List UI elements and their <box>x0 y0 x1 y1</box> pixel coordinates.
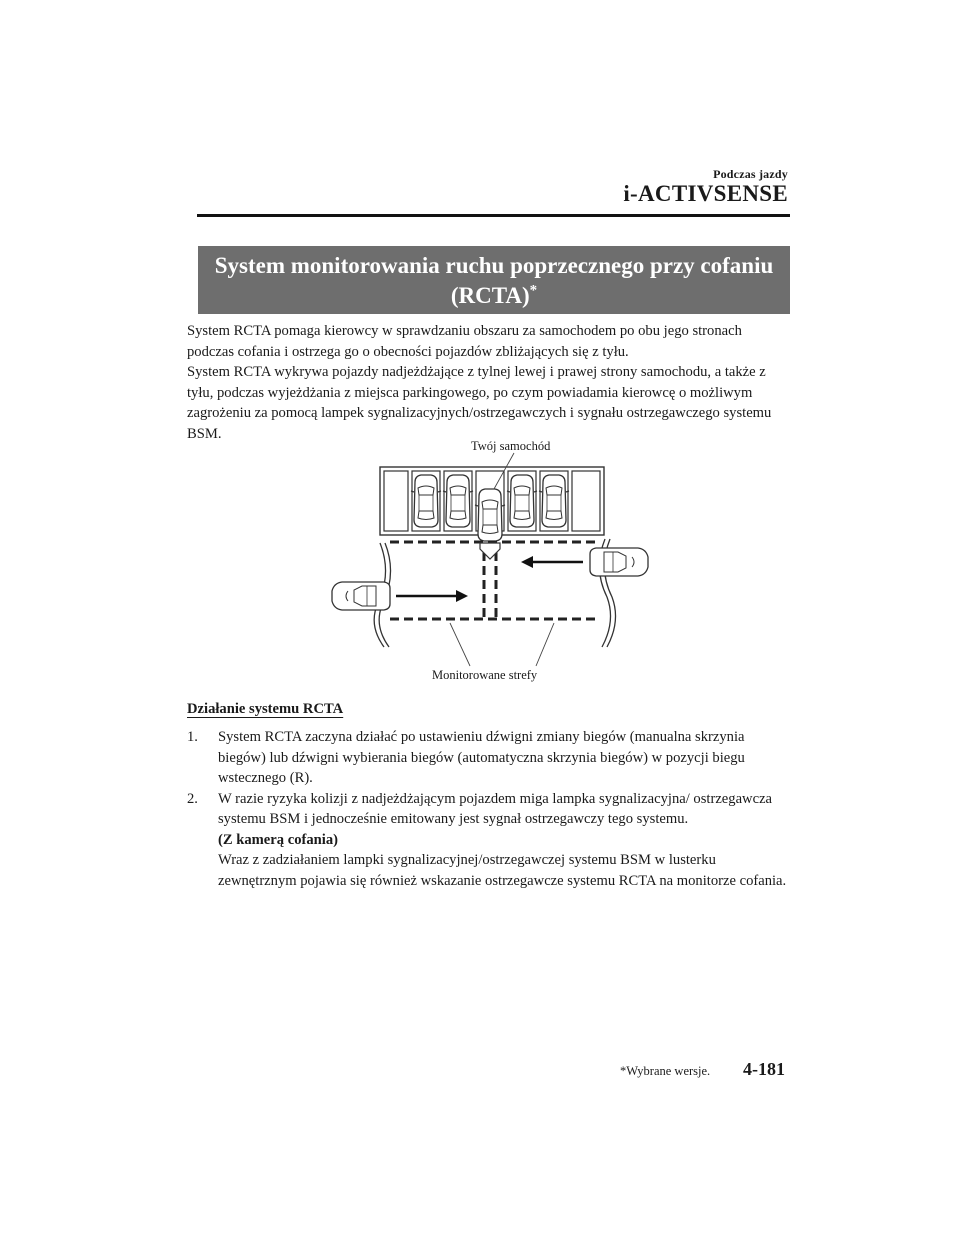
step-number: 2. <box>187 790 198 807</box>
step-text: W razie ryzyka kolizji z nadjeżdżającym pojazdem miga lampka sygnalizacyjna/ ostrzegawcza systemu BSM i jednocześnie emitowany jest sygnał ostrzegawczy tego systemu. <box>218 790 773 827</box>
page-number: 4-181 <box>743 1059 785 1079</box>
chapter-title: i-ACTIVSENSE <box>623 181 788 206</box>
header-rule <box>197 214 790 217</box>
step-number: 1. <box>187 729 198 745</box>
step-subheading: (Z kamerą cofania) <box>218 831 338 848</box>
page-title-acronym: (RCTA) <box>450 283 530 308</box>
rcta-diagram <box>318 435 658 690</box>
intro-paragraph-2: System RCTA wykrywa pojazdy nadjeżdżające z tylnej lewej i prawej strony samochodu, a także z tyłu, podczas wyjeżdżania z miejsca parkingowego, po czym powiadamia kierowcę o możliwym zagrożeniu za pomocą lampek sygnalizacyjnych/ostrzegawczych i sygnału ostrzegawczego systemu BSM. <box>187 364 772 442</box>
step-text: System RCTA zaczyna działać po ustawieniu dźwigni zmiany biegów (manualna skrzynia biegów) lub dźwigni wybierania biegów (automatyczna skrzynia biegów) w pozycji biegu wstecznego (R). <box>218 729 745 786</box>
footnote: *Wybrane wersje. <box>620 1064 711 1078</box>
operation-heading: Działanie systemu RCTA <box>187 701 344 717</box>
title-banner <box>198 246 790 314</box>
your-car-label: Twój samochód <box>471 439 551 453</box>
page-title-line1: System monitorowania ruchu poprzecznego przy cofaniu <box>214 253 774 278</box>
rcta-diagram-illustration <box>318 435 658 690</box>
section-label: Podczas jazdy <box>713 167 788 181</box>
operation-steps <box>187 727 787 891</box>
list-item <box>187 789 787 892</box>
list-item <box>187 727 787 789</box>
intro-text <box>187 321 787 445</box>
page-title-line2 <box>198 281 790 311</box>
step-subtext: Wraz z zadziałaniem lampki sygnalizacyjnej/ostrzegawczej systemu BSM w lusterku zewnętrznym pojawia się również wskazanie ostrzegawcze systemu RCTA na monitorze cofania. <box>218 852 787 889</box>
optional-equipment-asterisk: * <box>529 282 538 299</box>
monitored-zones-label: Monitorowane strefy <box>432 668 538 682</box>
intro-paragraph-1: System RCTA pomaga kierowcy w sprawdzaniu obszaru za samochodem po obu jego stronach podczas cofania i ostrzega go o obecności pojazdów zbliżających się z tyłu. <box>187 323 742 360</box>
